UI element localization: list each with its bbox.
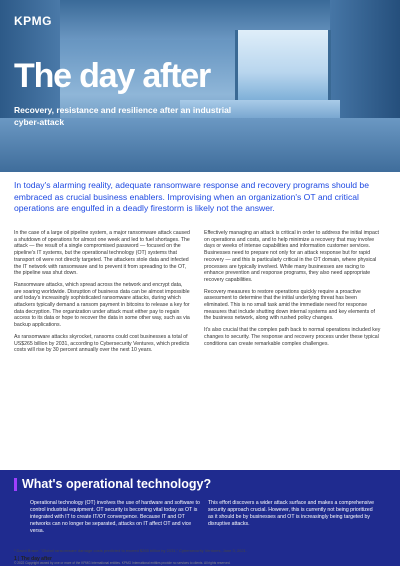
body-paragraph: As ransomware attacks skyrocket, ransoms could cost businesses a total of US$265 billion by 2031, according to Cybersecurity Ventures, which predicts costs will rise by 30 percent annually over the next 10 years.: [14, 333, 190, 354]
body-columns: [14, 230, 386, 470]
intro-paragraph: In today's alarming reality, adequate ransomware response and recovery programs should be embraced as crucial business enablers. Improvising when an organization's OT and critical operations are engulfed in a deadly firestorm is likely not the answer.: [14, 180, 369, 213]
body-paragraph: Ransomware attacks, which spread across the network and encrypt data, are soaring worldwide. Disruption of business data can be almost impossible and today's increasingly sophisticated ransomware attacks, during which attackers typically demand a ransom payment in bitcoins to release a key for data decryption. The organization under attack must either pay to regain access to its data or hope to recover the data in some other way, such as via backup applications.: [14, 281, 190, 329]
footnote: ¹ David Braue, "Global ransomware damage costs predicted to exceed $265 billion by 2031," Cybersecurity Ventures, June 3, 2021.: [14, 548, 247, 553]
legal-notice: © 2022 Copyright owned by one or more of the KPMG International entities. KPMG International entities provide no services to clients. All rights reserved.: [14, 561, 231, 565]
body-column-right: [204, 230, 381, 352]
ot-section-heading: [14, 476, 211, 492]
ot-section-heading-text: What's operational technology?: [22, 477, 212, 491]
page-footer: 1 | The day after: [14, 556, 52, 562]
page-subtitle: Recovery, resistance and resilience after an industrial cyber-attack: [14, 105, 232, 127]
page-title: The day after: [14, 57, 211, 95]
ot-section-left-text: Operational technology (OT) involves the use of hardware and software to control industrial equipment. OT security is becoming vital today as OT is integrated with IT to create IT/OT convergence. Because IT and OT networks can no longer be separated, attacks on IT affect OT and vice versa.: [30, 500, 200, 534]
body-paragraph: In the case of a large oil pipeline system, a major ransomware attack caused a shutdown of operations for almost one week and led to fuel shortages. The attack — the result of a single compromised password — focused on the pipeline's IT systems, but the operational technology (OT) systems that transport oil were not directly targeted. The attackers stole data and infected the IT network with ransomware and to prevent it from spreading to the OT, the pipeline was shut down.: [14, 230, 190, 277]
accent-bar: [14, 478, 17, 491]
body-paragraph: It's also crucial that the complex path back to normal operations included key changes to security. The response and recovery process under these typical conditions can create remarkable complex challenges.: [204, 327, 381, 347]
body-column-left: [14, 230, 191, 359]
body-paragraph: Recovery measures to restore operations quickly require a proactive assessment to determine that the initial underlying threat has been eliminated. This is no small task amid the immediate need for response measures that include shutting down internal systems and key elements of the business network, along with rushed policy changes.: [204, 288, 375, 322]
body-paragraph: Effectively managing an attack is critical in order to address the initial impact on operations and costs, and to help minimize a recovery that may involve days or weeks of intense capabilities and information customer services. Businesses need to prepare not only for an attack response but for rapid recovery — and this is particularly critical in the OT domain, where physical processes are typically involved. While many businesses are racing to enhance prevention and response programs, they also need appropriate recovery capabilities.: [204, 230, 379, 283]
footer-title: The day after: [20, 556, 52, 562]
ot-section-right-text: This effort discovers a wider attack surface and makes a comprehensive security approach crucial. However, this is currently not being prioritized as it should be by businesses and OT is increasingly being targeted by disruptive attacks.: [208, 500, 374, 527]
kpmg-logo: KPMG: [14, 14, 52, 28]
page-number: 1: [14, 556, 17, 562]
